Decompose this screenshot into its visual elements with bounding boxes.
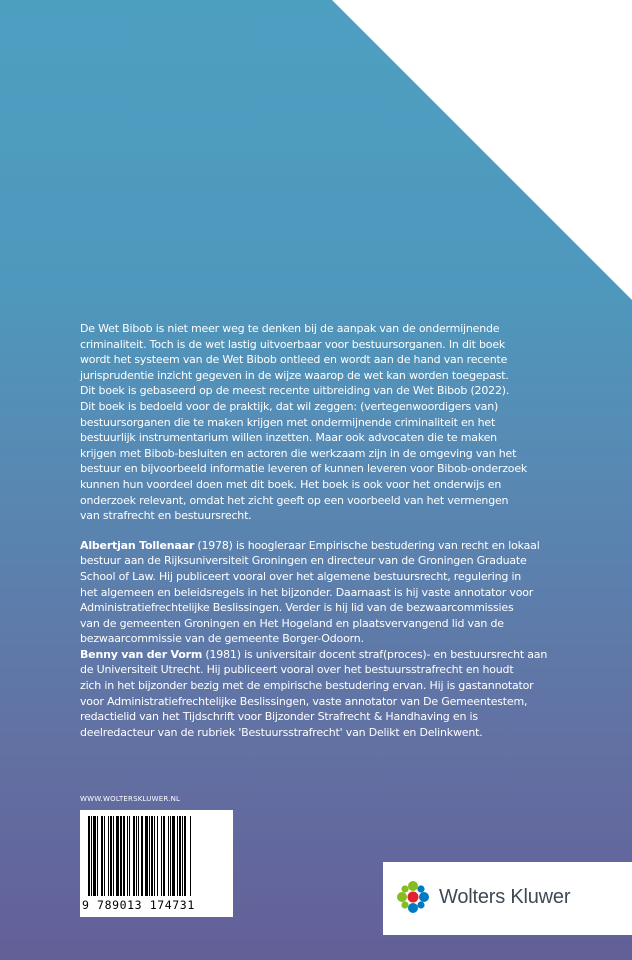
barcode-bar [191, 816, 192, 896]
publisher-website: WWW.WOLTERSKLUWER.NL [80, 795, 181, 803]
description-paragraph [80, 321, 590, 524]
description-line: bestuursorganen die te maken krijgen met ondermijnende criminaliteit en het [80, 415, 496, 429]
description-line: onderzoek relevant, omdat het zicht geeft op een voorbeeld van het vermengen [80, 493, 509, 507]
author-bio-first-line [80, 647, 590, 663]
barcode-bars [88, 816, 225, 896]
author-bio-line: van de gemeenten Groningen en Het Hogeland en plaatsvervangend lid van de [80, 616, 504, 630]
author-bio-line: voor Administratiefrechtelijke Beslissingen, vaste annotator van De Gemeentestem, [80, 694, 528, 708]
author-bio-van-der-vorm [80, 647, 590, 741]
author-bio-text: (1978) is hoogleraar Empirische bestudering van recht en lokaal [194, 538, 540, 552]
description-line: Dit boek is gebaseerd op de meest recente uitbreiding van de Wet Bibob (2022). [80, 384, 510, 398]
description-line: bestuurlijk instrumentarium willen inzetten. Maar ook advocaten die te maken [80, 431, 497, 445]
publisher-logo [383, 862, 632, 935]
author-bio-line: School of Law. Hij publiceert vooral over het algemene bestuursrecht, regulering in [80, 569, 522, 583]
isbn-barcode [80, 810, 233, 917]
author-bio-line: Administratiefrechtelijke Beslissingen. Verder is hij lid van de bezwaarcommissies [80, 601, 514, 615]
author-bio-text: (1981) is universitair docent straf(proces)- en bestuursrecht aan [202, 647, 548, 661]
description-line: bestuur en bijvoorbeeld informatie leveren of kunnen leveren voor Bibob-onderzoek [80, 462, 528, 476]
description-line: van strafrecht en bestuursrecht. [80, 509, 252, 523]
author-bio-line: zich in het bijzonder bezig met de empirische bestudering ervan. Hij is gastannotator [80, 679, 534, 693]
author-bio-line: redactielid van het Tijdschrift voor Bijzonder Strafrecht & Handhaving en is [80, 710, 478, 724]
author-bio-line: deelredacteur van de rubriek 'Bestuursstrafrecht' van Delikt en Delinkwent. [80, 725, 483, 739]
description-line: jurisprudentie inzicht gegeven in de wijze waarop de wet kan worden toegepast. [80, 368, 509, 382]
description-line: Dit boek is bedoeld voor de praktijk, dat wil zeggen: (vertegenwoordigers van) [80, 399, 499, 413]
description-line: krijgen met Bibob-besluiten en actoren die werkzaam zijn in de omgeving van het [80, 446, 517, 460]
author-bio-line: bezwaarcommissie van de gemeente Borger-Odoorn. [80, 632, 364, 646]
author-bio-first-line [80, 538, 590, 554]
author-bio-line: bestuur aan de Rijksuniversiteit Groningen en directeur van de Groningen Graduate [80, 554, 527, 568]
publisher-name: Wolters Kluwer [439, 886, 571, 908]
white-corner-triangle [332, 0, 632, 300]
wolters-kluwer-globe-icon [396, 880, 430, 914]
author-name: Albertjan Tollenaar [80, 538, 195, 552]
description-line: kunnen hun voordeel doen met dit boek. Het boek is ook voor het onderwijs en [80, 477, 502, 491]
description-line: De Wet Bibob is niet meer weg te denken bij de aanpak van de ondermijnende [80, 322, 500, 335]
author-name: Benny van der Vorm [80, 647, 203, 661]
barcode-digits: 9 789013 174731 [82, 898, 195, 912]
description-line: criminaliteit. Toch is de wet lastig uitvoerbaar voor bestuursorganen. In dit boek [80, 337, 506, 351]
author-bio-line: de Universiteit Utrecht. Hij publiceert vooral over het bestuursstrafrecht en houdt [80, 663, 514, 677]
description-line: wordt het systeem van de Wet Bibob ontleed en wordt aan de hand van recente [80, 353, 508, 367]
author-bio-tollenaar [80, 538, 590, 647]
back-cover-text [80, 321, 590, 740]
author-bio-line: het algemeen en beleidsregels in het bijzonder. Daarnaast is hij vaste annotator voor [80, 585, 534, 599]
